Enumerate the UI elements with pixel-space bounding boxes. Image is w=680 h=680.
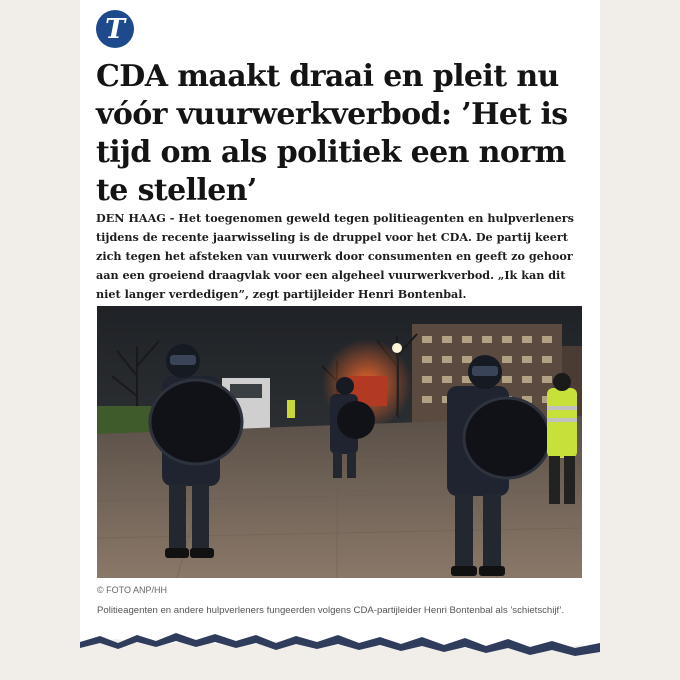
article-photo (97, 306, 582, 578)
lede-dateline: DEN HAAG - (96, 211, 179, 225)
logo-letter: T (104, 13, 126, 45)
telegraaf-logo-icon[interactable] (96, 10, 134, 48)
article-headline: CDA maakt draai en pleit nu vóór vuurwerkverbod: ’Het is tijd om als politiek een norm te stellen’ (96, 59, 568, 208)
photo-caption: Politieagenten en andere hulpverleners fungeerden volgens CDA-partijleider Henri Bontenbal als ’schietschijf’. (97, 605, 565, 616)
photo-credit: © FOTO ANP/HH (97, 585, 167, 595)
article-lede (96, 209, 586, 304)
lede-text: Het toegenomen geweld tegen politieagenten en hulpverleners tijdens de recente jaarwisseling is de druppel voor het CDA. De partij keert zich tegen het afsteken van vuurwerk door consumenten en geeft zo gehoor aan een groeiend draagvlak voor een algeheel vuurwerkverbod. „Ik kan dit niet langer verdedigen”, zegt partijleider Henri Bontenbal. (96, 211, 574, 301)
torn-paper-edge (80, 622, 600, 662)
